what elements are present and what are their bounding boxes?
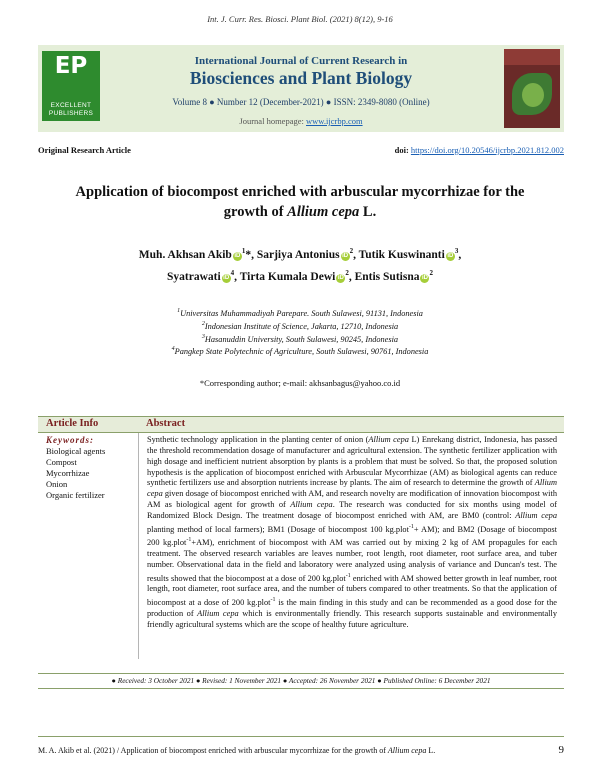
page-number: 9 (558, 744, 564, 756)
footer-citation: M. A. Akib et al. (2021) / Application of biocompost enriched with arbuscular mycorrhizae for the growth of Allium cepa L. (38, 746, 436, 755)
plant-icon (522, 83, 544, 107)
abstract-segment: which is environmentally friendly. This research supports sustainable and environmentally friendly agricultural systems which are the scope of healthy future agriculture. (147, 608, 557, 629)
keyword: Compost (46, 457, 77, 467)
journal-name-line1: International Journal of Current Research in (194, 55, 408, 67)
journal-banner (38, 45, 564, 132)
running-head: Int. J. Curr. Res. Biosci. Plant Biol. (2021) 8(12), 9-16 (207, 14, 393, 24)
orcid-icon[interactable]: iD (342, 252, 349, 259)
keyword: Mycorrhizae (46, 468, 90, 478)
author: Entis Sutisna $iD^2$ (354, 268, 433, 283)
logo-text: EXCELLENT PUBLISHERS (48, 102, 94, 117)
author: Sarjiya Antonius $iD^2$, (256, 247, 359, 261)
abstract-segment: planting method of local farmers); BM1 (Dosage of biocompost 100 kg.plot (147, 524, 409, 534)
doi-label: doi: (394, 145, 409, 155)
journal-name-line2: Biosciences and Plant Biology (189, 68, 413, 88)
author: Tutik Kuswinanti $iD^3$, (358, 247, 462, 261)
abstract-segment: enriched with AM showed better growth in leaf number, root length, root diameter, root surface area, and the number of tubers compared to other treatments. So that the application of biocompost at a dose of 200 kg.plot (147, 573, 557, 607)
affiliation: $^2$Indonesian Institute of Science, Jakarta, 12710, Indonesia (201, 320, 399, 331)
orcid-icon[interactable]: iD (337, 274, 344, 281)
abstract-text (147, 435, 557, 630)
keyword: Onion (46, 479, 68, 489)
affiliation: $^1$Universitas Muhammadiyah Parepare. South Sulawesi, 91131, Indonesia (177, 308, 423, 318)
keywords-heading: Keywords: (46, 435, 94, 445)
journal-cover-thumbnail (504, 49, 560, 128)
author: Muh. Akhsan Akib $iD^1*$, (138, 247, 257, 261)
abstract-segment: Allium cepa (197, 608, 239, 618)
abstract-segment: Synthetic technology application in the planting center of onion ( (147, 435, 369, 444)
orcid-icon[interactable]: iD (234, 252, 241, 259)
abstract-segment: . The research was conducted for six months using model of Randomized Block Design. The treatment dosage of biocompost enriched with AM, are BM0 (control: (147, 500, 558, 520)
homepage-label: Journal homepage: (239, 116, 304, 126)
doi-link[interactable]: https://doi.org/10.20546/ijcrbp.2021.812.002 (410, 145, 564, 155)
abstract-segment: -1 (270, 597, 276, 604)
doi (395, 145, 564, 155)
title-tail: L. (362, 204, 377, 220)
abstract-segment: +AM), enrichment of biocompost with AM was carried out by mixing 2 kg of AM propagules for each treatment. The observed research variables are leaves number, root length, root diameter, root surface area, and tuber number. Observational data in the field and laboratory were analyzed using analysis of variance and Duncan's test. The results showed that the biocompost at a dose of 200 kg.plot (147, 538, 558, 583)
orcid-icon[interactable]: iD (447, 252, 454, 259)
corresponding-author: *Corresponding author; e-mail: akhsanbagus@yahoo.co.id (199, 378, 401, 388)
title-main: Application of biocompost enriched with arbuscular mycorrhizae for the growth of (75, 184, 525, 220)
abstract-segment: Allium cepa (368, 435, 409, 444)
abstract-segment: is the main finding in this study and can be recommended as a good dose for the production of (147, 597, 557, 618)
author-list (70, 242, 530, 286)
abstract-segment: L) Enrekang district, Indonesia, has passed the threshold recommendation dosage of manufacturer and agricultural extension. The synthetic fertilizer application with high dosage and inefficient nutrient absorption by plants is a problem that must be solved. So that, the proposed solution hypothesis is the application of biocompost enriched with Arbuscular Mycorrhizae (AM) as biological agents can reduce synthetic fertilizers use and absorption nutrients increase by plants. The aim of research to determine the growth of (147, 435, 558, 488)
author: Tirta Kumala Dewi $iD^2$, (239, 268, 355, 283)
affiliation: $^3$Hasanuddin University, South Sulawesi, 90245, Indonesia (201, 333, 399, 344)
abstract-heading: Abstract (146, 418, 186, 429)
article-type: Original Research Article (38, 145, 131, 155)
affiliations (60, 306, 540, 357)
footer-divider (38, 736, 564, 737)
affiliation: $^4$Pangkep State Polytechnic of Agriculture, South Sulawesi, 90761, Indonesia (171, 346, 429, 357)
abstract-segment: Allium cepa (147, 478, 557, 499)
volume-line: Volume 8 ● Number 12 (December-2021) ● ISSN: 2349-8080 (Online) (172, 97, 430, 107)
section-header (38, 416, 564, 433)
homepage-link[interactable]: www.ijcrbp.com (306, 116, 363, 126)
keyword: Organic fertilizer (46, 490, 105, 500)
article-info-heading: Article Info (46, 418, 99, 429)
title-species: Allium cepa (287, 204, 360, 220)
orcid-icon[interactable]: iD (421, 274, 428, 281)
abstract-segment: -1 (345, 572, 351, 579)
orcid-icon[interactable]: iD (223, 274, 230, 281)
article-info-abstract (38, 416, 564, 659)
abstract-segment: Allium cepa (290, 500, 333, 510)
journal-homepage (38, 116, 564, 126)
abstract-segment: given dosage of biocompost enriched with AM, and research novelty are modification of innovation biocompost with AM as biological agent for growth of (147, 489, 557, 510)
logo-mark: EP (54, 53, 88, 79)
paper-title (60, 182, 540, 222)
publication-dates: ● Received: 3 October 2021 ● Revised: 1 November 2021 ● Accepted: 26 November 2021 ● Published Online: 6 December 2021 (38, 673, 564, 689)
cover-band (504, 49, 560, 65)
abstract-segment: -1 (186, 537, 192, 544)
keywords-panel (38, 433, 139, 659)
abstract-segment: -1 (408, 523, 414, 530)
abstract-segment: Allium cepa (515, 510, 558, 520)
author: Syatrawati $iD^4$, (167, 268, 240, 283)
abstract-segment: + AM); and BM2 (Dosage of biocompost 200 kg.plot (147, 524, 557, 548)
keyword: Biological agents (46, 446, 106, 456)
